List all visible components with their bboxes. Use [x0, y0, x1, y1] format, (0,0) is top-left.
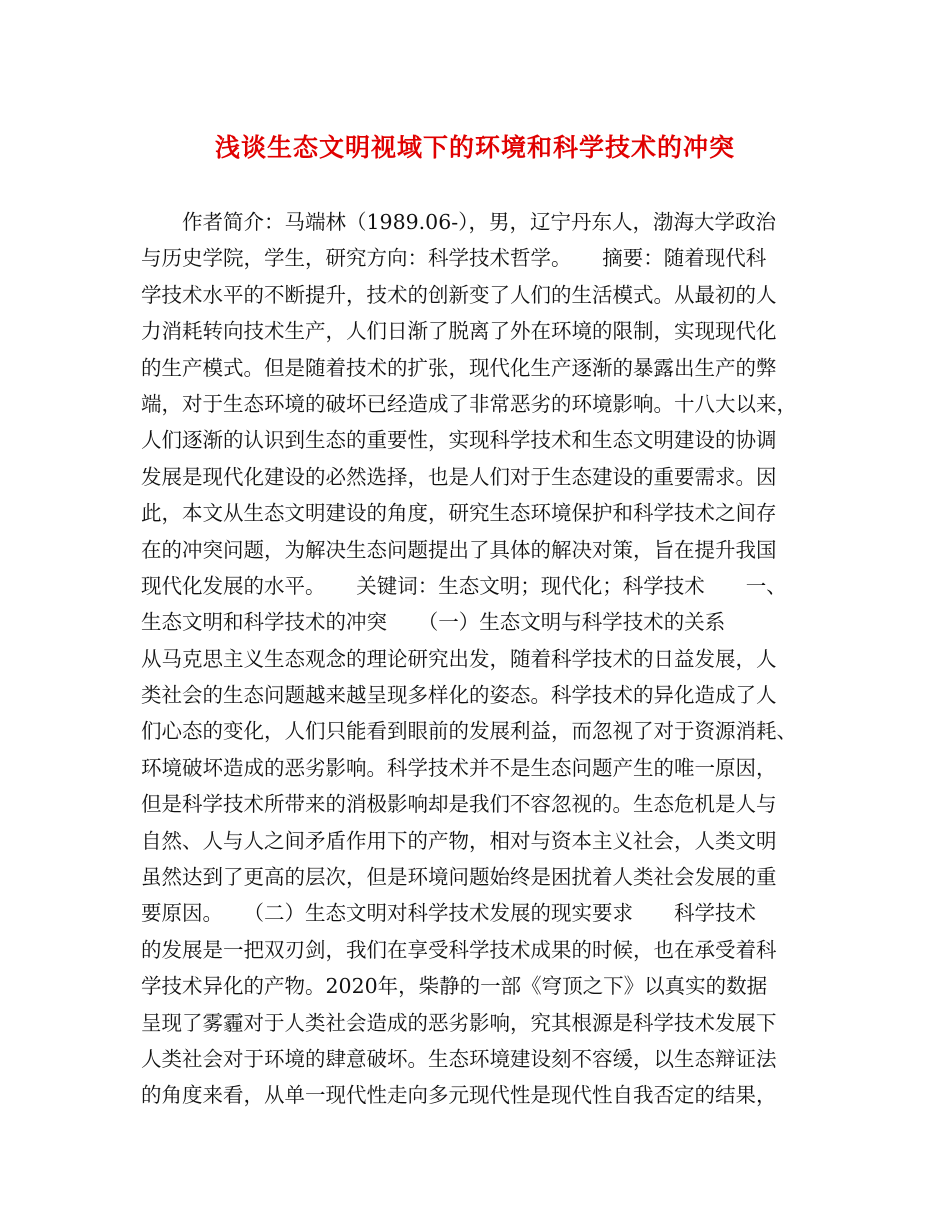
body-line: 发展是现代化建设的必然选择，也是人们对于生态建设的重要需求。因	[141, 464, 777, 489]
body-line: 人类社会对于环境的肆意破坏。生态环境建设刻不容缓，以生态辩证法	[141, 1046, 777, 1071]
body-line: 生态文明和科学技术的冲突 （一）生态文明与科学技术的关系	[141, 610, 726, 635]
body-line: 人们逐渐的认识到生态的重要性，实现科学技术和生态文明建设的协调	[141, 428, 777, 453]
body-line: 类社会的生态问题越来越呈现多样化的姿态。科学技术的异化造成了人	[141, 683, 777, 708]
document-title: 浅谈生态文明视域下的环境和科学技术的冲突	[214, 133, 735, 162]
body-line: 端，对于生态环境的破坏已经造成了非常恶劣的环境影响。十八大以来，	[141, 391, 797, 416]
body-line: 学技术异化的产物。2020年，柴静的一部《穹顶之下》以真实的数据	[141, 974, 768, 999]
body-line: 但是科学技术所带来的消极影响却是我们不容忽视的。生态危机是人与	[141, 792, 777, 817]
body-line: 学技术水平的不断提升，技术的创新变了人们的生活模式。从最初的人	[141, 282, 777, 307]
body-line: 的角度来看，从单一现代性走向多元现代性是现代性自我否定的结果，	[141, 1083, 777, 1108]
body-line: 虽然达到了更高的层次，但是环境问题始终是困扰着人类社会发展的重	[141, 865, 777, 890]
body-line: 现代化发展的水平。 关键词：生态文明；现代化；科学技术 一、	[141, 573, 787, 598]
body-line: 自然、人与人之间矛盾作用下的产物，相对与资本主义社会，人类文明	[141, 828, 777, 853]
body-line: 的生产模式。但是随着技术的扩张，现代化生产逐渐的暴露出生产的弊	[141, 355, 777, 380]
body-line: 作者简介：马端林（1989.06-），男，辽宁丹东人，渤海大学政治	[182, 210, 776, 234]
body-line: 从马克思主义生态观念的理论研究出发，随着科学技术的日益发展，人	[141, 646, 777, 671]
body-line: 与历史学院，学生，研究方向：科学技术哲学。 摘要：随着现代科	[141, 246, 767, 271]
body-line: 的发展是一把双刃剑，我们在享受科学技术成果的时候，也在承受着科	[141, 937, 777, 962]
body-line: 们心态的变化，人们只能看到眼前的发展利益，而忽视了对于资源消耗、	[141, 719, 797, 744]
body-line: 力消耗转向技术生产，人们日渐了脱离了外在环境的限制，实现现代化	[141, 319, 777, 344]
body-line: 此，本文从生态文明建设的角度，研究生态环境保护和科学技术之间存	[141, 501, 777, 526]
body-line: 要原因。 （二）生态文明对科学技术发展的现实要求 科学技术	[141, 901, 756, 926]
body-line: 在的冲突问题，为解决生态问题提出了具体的解决对策，旨在提升我国	[141, 537, 777, 562]
body-line: 环境破坏造成的恶劣影响。科学技术并不是生态问题产生的唯一原因，	[141, 755, 777, 780]
body-line: 呈现了雾霾对于人类社会造成的恶劣影响，究其根源是科学技术发展下	[141, 1010, 777, 1035]
document-body	[141, 204, 821, 1114]
